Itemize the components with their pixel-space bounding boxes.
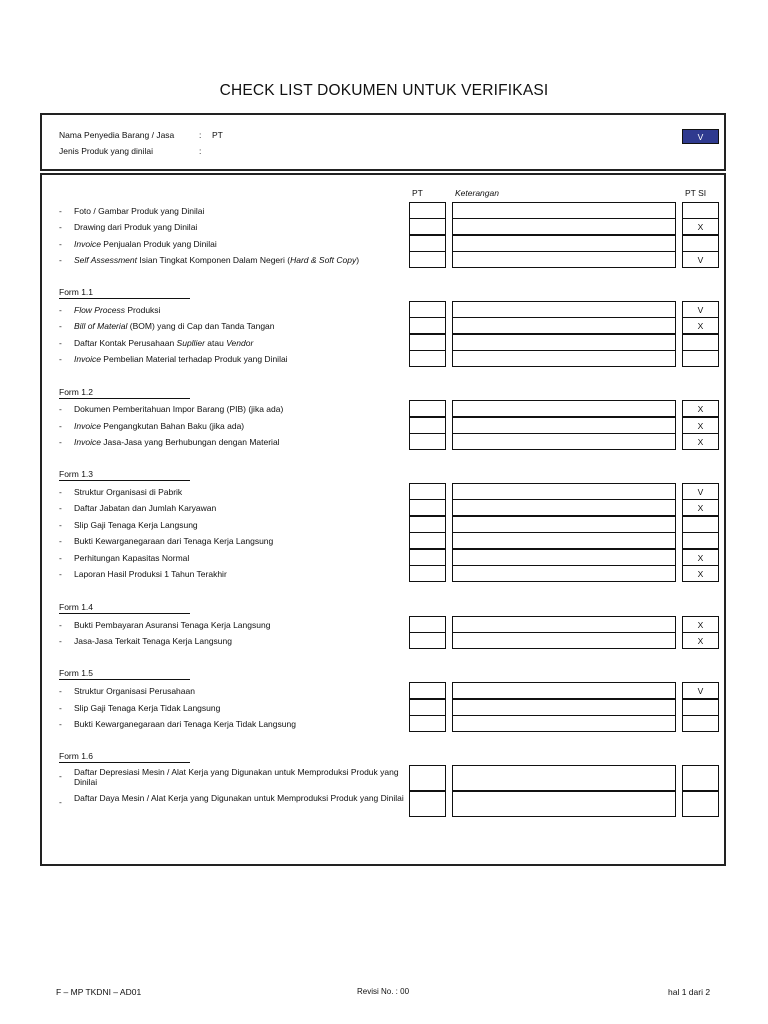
pt-checkbox[interactable] [409,632,446,649]
item-bullet: - [59,354,62,364]
section-heading: Form 1.5 [59,668,94,678]
checklist-item-label [74,206,404,216]
section-underline [59,398,190,399]
item-label-part: Foto / Gambar Produk yang Dinilai [74,206,205,216]
item-label-part: Jasa-Jasa yang Berhubungan dengan Material [100,437,280,447]
section-heading: Form 1.1 [59,287,94,297]
item-label-part: Hard & Soft Copy [290,255,357,265]
ptsi-checkbox[interactable] [682,516,719,533]
checklist-item-label [74,767,404,787]
page-number: hal 1 dari 2 [668,987,711,997]
column-ptsi-header: PT SI [685,188,707,198]
keterangan-field[interactable] [452,334,676,351]
section-underline [59,480,190,481]
keterangan-field[interactable] [452,565,676,582]
item-label-part: (BOM) yang di Cap dan Tanda Tangan [127,321,275,331]
pt-checkbox[interactable] [409,791,446,817]
item-label-part: Invoice [74,421,101,431]
item-bullet: - [59,239,62,249]
checklist-item-label [74,520,404,530]
item-label-part: Penjualan Produk yang Dinilai [100,239,217,249]
item-label-part: Drawing dari Produk yang Dinilai [74,222,198,232]
item-label-part: Invoice [74,437,101,447]
keterangan-field[interactable] [452,483,676,500]
item-label-part: Pengangkutan Bahan Baku (jika ada) [100,421,245,431]
pt-checkbox[interactable] [409,218,446,235]
checklist-item-label [74,620,404,630]
item-label-part: Bukti Pembayaran Asuransi Tenaga Kerja Langsung [74,620,271,630]
ptsi-checkbox[interactable]: X [682,565,719,582]
pt-checkbox[interactable] [409,765,446,791]
item-bullet: - [59,703,62,713]
ptsi-checkbox[interactable] [682,350,719,367]
item-label-part: ) [356,255,360,265]
item-bullet: - [59,404,62,414]
supplier-name-colon: : [199,130,202,140]
item-bullet: - [59,620,62,630]
column-pt-header: PT [412,188,423,198]
item-bullet: - [59,536,62,546]
section-heading: Form 1.4 [59,602,94,612]
document-title: CHECK LIST DOKUMEN UNTUK VERIFIKASI [219,82,549,99]
pt-checkbox[interactable] [409,235,446,252]
header-check-box[interactable]: V [682,129,719,144]
checklist-item-label [74,686,404,696]
item-label-part: Invoice [74,354,101,364]
item-bullet: - [59,255,62,265]
checklist-item-label [74,636,404,646]
item-bullet: - [59,503,62,513]
item-label-part: Flow Process [74,305,126,315]
item-label-part: Supllier [176,338,205,348]
pt-checkbox[interactable] [409,251,446,268]
ptsi-checkbox[interactable] [682,202,719,219]
item-bullet: - [59,636,62,646]
item-label-part: Bukti Kewarganegaraan dari Tenaga Kerja Tidak Langsung [74,719,296,729]
keterangan-field[interactable] [452,616,676,633]
item-label-part: Daftar Kontak Perusahaan [74,338,177,348]
item-label-part: Invoice [74,239,101,249]
item-label-part: atau [204,338,227,348]
keterangan-field[interactable] [452,317,676,334]
item-bullet: - [59,222,62,232]
keterangan-field[interactable] [452,400,676,417]
ptsi-checkbox[interactable] [682,235,719,252]
item-bullet: - [59,421,62,431]
checklist-item-label [74,553,404,563]
checklist-item-label [74,338,404,348]
ptsi-checkbox[interactable] [682,532,719,549]
item-label-part: Bill of Material [74,321,128,331]
pt-checkbox[interactable] [409,317,446,334]
section-underline [59,613,190,614]
item-label-part: Perhitungan Kapasitas Normal [74,553,190,563]
keterangan-field[interactable] [452,202,676,219]
keterangan-field[interactable] [452,417,676,434]
keterangan-field[interactable] [452,516,676,533]
item-label-part: Isian Tingkat Komponen Dalam Negeri ( [137,255,291,265]
ptsi-checkbox[interactable]: X [682,616,719,633]
section-heading: Form 1.2 [59,387,94,397]
keterangan-field[interactable] [452,682,676,699]
item-label-part: Daftar Jabatan dan Jumlah Karyawan [74,503,217,513]
item-label-part: Slip Gaji Tenaga Kerja Langsung [74,520,198,530]
section-underline [59,298,190,299]
supplier-name-label: Nama Penyedia Barang / Jasa [59,130,175,140]
item-label-part: Vendor [226,338,254,348]
section-heading: Form 1.3 [59,469,94,479]
ptsi-checkbox[interactable]: V [682,483,719,500]
product-type-colon: : [199,146,202,156]
pt-checkbox[interactable] [409,433,446,450]
item-label-part: Produksi [125,305,161,315]
pt-checkbox[interactable] [409,532,446,549]
keterangan-field[interactable] [452,499,676,516]
checklist-item-label [74,536,404,546]
item-bullet: - [59,569,62,579]
keterangan-field[interactable] [452,791,676,817]
item-label-part: Struktur Organisasi di Pabrik [74,487,183,497]
item-bullet: - [59,520,62,530]
ptsi-checkbox[interactable]: X [682,499,719,516]
ptsi-checkbox[interactable] [682,791,719,817]
pt-checkbox[interactable] [409,350,446,367]
item-bullet: - [59,553,62,563]
pt-checkbox[interactable] [409,334,446,351]
pt-checkbox[interactable] [409,715,446,732]
section-underline [59,679,190,680]
item-label-part: Daftar Depresiasi Mesin / Alat Kerja yang Digunakan untuk Memproduksi Produk yang Dinilai [74,767,399,787]
checklist-item-label [74,437,404,447]
item-label-part: Bukti Kewarganegaraan dari Tenaga Kerja Langsung [74,536,274,546]
keterangan-field[interactable] [452,549,676,566]
item-bullet: - [59,338,62,348]
ptsi-checkbox[interactable]: X [682,400,719,417]
item-label-part: Laporan Hasil Produksi 1 Tahun Terakhir [74,569,227,579]
ptsi-checkbox[interactable]: X [682,632,719,649]
keterangan-field[interactable] [452,532,676,549]
item-bullet: - [59,437,62,447]
checklist-item-label [74,569,404,579]
keterangan-field[interactable] [452,301,676,318]
pt-checkbox[interactable] [409,301,446,318]
ptsi-checkbox[interactable]: X [682,417,719,434]
keterangan-field[interactable] [452,632,676,649]
keterangan-field[interactable] [452,433,676,450]
checklist-item-label [74,793,404,803]
item-bullet: - [59,487,62,497]
checklist-item-label [74,503,404,513]
checklist-item-label [74,703,404,713]
item-label-part: Pembelian Material terhadap Produk yang Dinilai [100,354,288,364]
item-bullet: - [59,305,62,315]
pt-checkbox[interactable] [409,699,446,716]
pt-checkbox[interactable] [409,499,446,516]
item-label-part: Jasa-Jasa Terkait Tenaga Kerja Langsung [74,636,232,646]
ptsi-checkbox[interactable] [682,334,719,351]
checklist-item-label [74,404,404,414]
column-keterangan-header: Keterangan [455,188,499,198]
ptsi-checkbox[interactable]: V [682,682,719,699]
pt-checkbox[interactable] [409,516,446,533]
checklist-item-label [74,321,404,331]
supplier-name-value[interactable]: PT [212,130,223,140]
product-type-label: Jenis Produk yang dinilai [59,146,154,156]
ptsi-checkbox[interactable]: V [682,251,719,268]
item-label-part: Self Assessment [74,255,137,265]
ptsi-checkbox[interactable]: X [682,317,719,334]
pt-checkbox[interactable] [409,202,446,219]
form-code: F – MP TKDNI – AD01 [56,987,142,997]
item-bullet: - [59,771,62,781]
keterangan-field[interactable] [452,218,676,235]
checklist-item-label [74,239,404,249]
section-underline [59,762,190,763]
item-label-part: Daftar Daya Mesin / Alat Kerja yang Digunakan untuk Memproduksi Produk yang Dinilai [74,793,404,803]
checklist-item-label [74,255,404,265]
header-box [40,113,726,171]
pt-checkbox[interactable] [409,549,446,566]
item-label-part: Slip Gaji Tenaga Kerja Tidak Langsung [74,703,221,713]
keterangan-field[interactable] [452,251,676,268]
item-bullet: - [59,321,62,331]
keterangan-field[interactable] [452,699,676,716]
ptsi-checkbox[interactable]: X [682,549,719,566]
section-heading: Form 1.6 [59,751,94,761]
checklist-item-label [74,719,404,729]
ptsi-checkbox[interactable] [682,765,719,791]
keterangan-field[interactable] [452,235,676,252]
ptsi-checkbox[interactable]: V [682,301,719,318]
checklist-item-label [74,354,404,364]
checklist-item-label [74,305,404,315]
item-bullet: - [59,686,62,696]
pt-checkbox[interactable] [409,483,446,500]
pt-checkbox[interactable] [409,400,446,417]
keterangan-field[interactable] [452,350,676,367]
item-label-part: Dokumen Pemberitahuan Impor Barang (PIB) (jika ada) [74,404,284,414]
ptsi-checkbox[interactable]: X [682,433,719,450]
checklist-item-label [74,487,404,497]
keterangan-field[interactable] [452,765,676,791]
checklist-item-label [74,222,404,232]
pt-checkbox[interactable] [409,616,446,633]
checklist-item-label [74,421,404,431]
revision-number: Revisi No. : 00 [357,987,410,996]
keterangan-field[interactable] [452,715,676,732]
pt-checkbox[interactable] [409,565,446,582]
ptsi-checkbox[interactable] [682,699,719,716]
ptsi-checkbox[interactable] [682,715,719,732]
item-bullet: - [59,719,62,729]
item-bullet: - [59,797,62,807]
item-bullet: - [59,206,62,216]
pt-checkbox[interactable] [409,682,446,699]
pt-checkbox[interactable] [409,417,446,434]
item-label-part: Struktur Organisasi Perusahaan [74,686,195,696]
ptsi-checkbox[interactable]: X [682,218,719,235]
